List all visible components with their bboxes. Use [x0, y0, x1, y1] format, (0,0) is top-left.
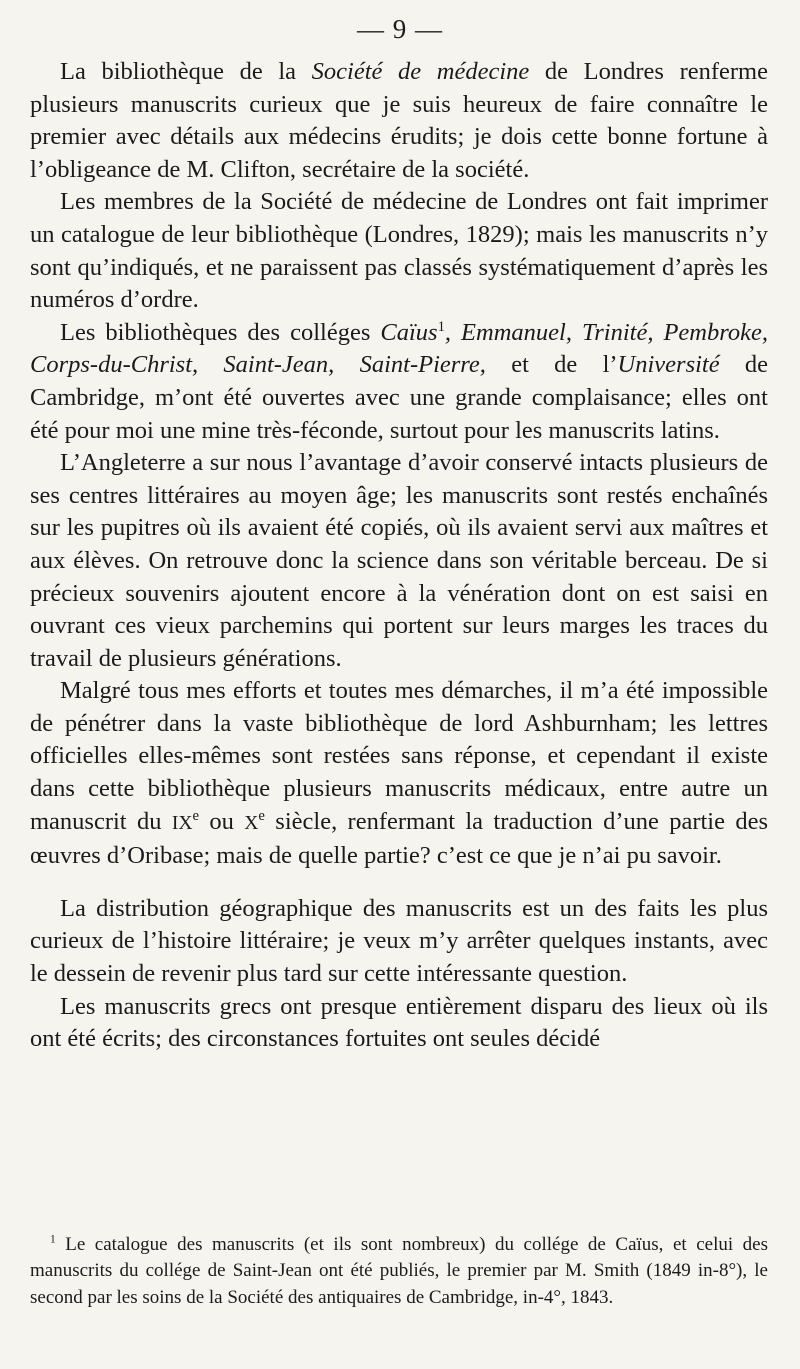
- paragraph-3: [30, 317, 768, 447]
- p5-text-b: siècle, renfermant la traduction d’une partie des œuvres d’Oribase; mais de quelle partie? c’est ce que je n’ai pu savoir.: [30, 807, 768, 870]
- p3-universite: Université: [617, 351, 720, 379]
- p1-italic: Société de médecine: [311, 58, 530, 85]
- p5-sup-2: e: [258, 807, 265, 824]
- paragraph-4: L’Angleterre a sur nous l’avantage d’avoir conservé intacts plusieurs de ses centres littéraires au moyen âge; les manuscrits sont restés enchaînés sur les pupitres où ils avaient été copiés, où ils avaient servi aux maîtres et aux élèves. On retrouve donc la science dans son véritable berceau. De si précieux souvenirs ajoutent encore à la vénération dont on est saisi en ouvrant ces vieux parchemins qui portent sur leurs marges les traces du travail de plusieurs générations.: [30, 449, 768, 672]
- p3-text-c: de Cambridge, m’ont été ouvertes avec une grande complaisance; elles ont été pour moi une mine très-féconde, surtout pour les manuscrits latins.: [30, 351, 768, 444]
- footnote-text: Le catalogue des manuscrits (et ils sont nombreux) du collége de Caïus, et celui des manuscrits du collége de Saint-Jean ont été publiés, le premier par M. Smith (1849 in-8°), le second par les soins de la Société des antiquaires de Cambridge, in-4°, 1843.: [30, 1234, 768, 1308]
- p3-text-b: et de l’: [485, 351, 618, 379]
- footnote-1: [30, 1232, 768, 1311]
- p3-college-list: , Emmanuel, Trinité, Pembroke, Corps-du-Christ, Saint-Jean, Saint-Pierre,: [30, 318, 768, 379]
- footnotes: [30, 1232, 768, 1311]
- p5-text-ou: ou: [199, 807, 245, 835]
- p5-century-x: X: [244, 812, 259, 834]
- paragraph-2: Les membres de la Société de médecine de Londres ont fait imprimer un catalogue de leur bibliothèque (Londres, 1829); mais les manuscrits n’y sont qu’indiqués, et ne paraissent pas classés systématiquement d’après les numéros d’ordre.: [30, 188, 768, 314]
- body-text: [30, 56, 768, 1056]
- paragraph-7: Les manuscrits grecs ont presque entièrement disparu des lieux où ils ont été écrits; des circonstances fortuites ont seules décidé: [30, 992, 768, 1053]
- paragraph-6: La distribution géographique des manuscrits est un des faits les plus curieux de l’histoire littéraire; je veux m’y arrêter quelques instants, avec le dessein de revenir plus tard sur cette intéressante question.: [30, 894, 768, 988]
- paragraph-5: [30, 675, 768, 873]
- p1-text-a: La bibliothèque de la: [60, 58, 312, 85]
- p5-text-a: Malgré tous mes efforts et toutes mes démarches, il m’a été impossible de pénétrer dans la vaste bibliothèque de lord Ashburnham; les lettres officielles elles-mêmes sont restées sans réponse, et cependant il existe dans cette bibliothèque plusieurs manuscrits médicaux, entre autre un manuscrit du: [30, 677, 768, 835]
- p1-text-b: de Londres renferme plusieurs manuscrits curieux que je suis heureux de faire connaître le premier avec détails aux médecins érudits; je dois cette bonne fortune à l’obligeance de M. Clifton, secrétaire de la société.: [30, 58, 768, 183]
- p3-caius: Caïus: [380, 318, 438, 346]
- footnote-ref: 1: [437, 318, 445, 335]
- footnote-mark: 1: [50, 1233, 56, 1246]
- p5-century-ix: IX: [171, 812, 193, 834]
- page-number: — 9 —: [357, 14, 443, 44]
- paragraph-1: [30, 56, 768, 186]
- p5-sup-1: e: [192, 807, 200, 824]
- p3-text-a: Les bibliothèques des colléges: [60, 318, 381, 346]
